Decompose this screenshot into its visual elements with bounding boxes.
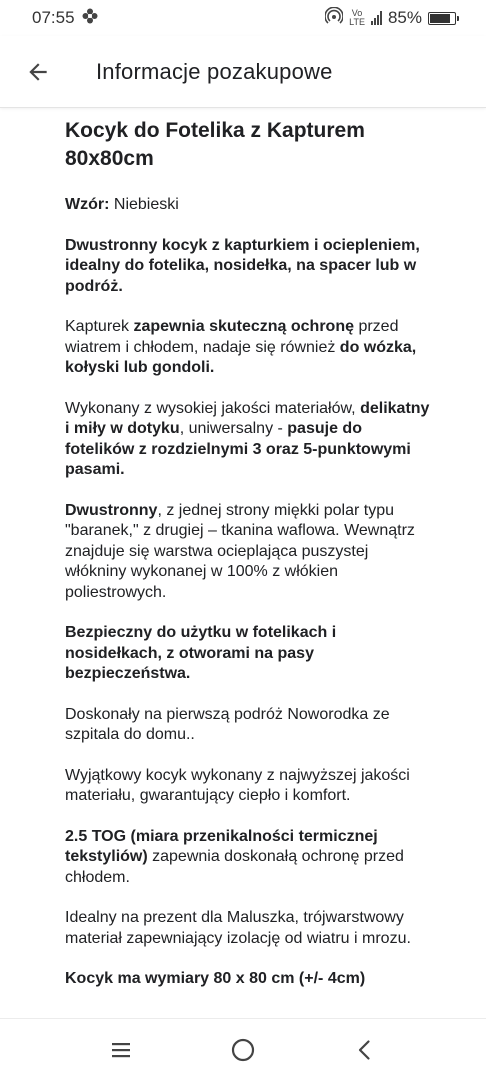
volte-top: Vo <box>351 8 363 18</box>
desc-p8-b: zapewnia doskonałą ochronę przed chłodem. <box>65 848 404 886</box>
desc-p2-d: do wózka, kołyski lub gondoli. <box>65 338 417 376</box>
status-right <box>325 7 456 30</box>
desc-paragraph-9: Idealny na prezent dla Maluszka, trójwarstwowy materiał zapewniający izolację od wiatru i mrozu. <box>65 909 411 947</box>
status-bar <box>0 0 486 36</box>
desc-p2-a: Kapturek <box>65 318 134 335</box>
recent-apps-button[interactable] <box>97 1026 145 1074</box>
hotspot-icon <box>325 7 343 30</box>
desc-paragraph-8 <box>65 827 430 889</box>
battery-icon <box>428 12 456 25</box>
desc-p8-a: 2.5 TOG (miara przenikalności termicznej tekstyliów) <box>65 827 378 865</box>
pattern-value: Niebieski <box>109 196 179 213</box>
status-time: 07:55 <box>32 8 75 27</box>
signal-icon <box>371 11 382 25</box>
desc-p3-a: Wykonany z wysokiej jakości materiałów, <box>65 399 361 417</box>
chevron-left-icon <box>353 1038 377 1062</box>
volte-bottom: LTE <box>349 17 365 27</box>
back-button[interactable] <box>10 44 66 100</box>
status-left <box>32 7 99 30</box>
battery-fill <box>430 14 450 23</box>
home-circle-icon <box>230 1037 256 1063</box>
desc-p4-a: Dwustronny <box>65 501 158 519</box>
app-bar <box>0 36 486 108</box>
product-description[interactable] <box>0 109 486 1018</box>
desc-paragraph-7: Wyjątkowy kocyk wykonany z najwyższej jakości materiału, gwarantujący ciepło i komfort. <box>65 766 410 804</box>
pattern-label: Wzór: <box>65 196 110 213</box>
desc-p5: Bezpieczny do użytku w fotelikach i nosidełkach, z otworami na pasy bezpieczeństwa. <box>65 624 337 682</box>
home-button[interactable] <box>219 1026 267 1074</box>
volte-indicator <box>349 9 365 27</box>
desc-paragraph-1 <box>65 236 430 298</box>
desc-p4-b: , z jednej strony miękki polar typu "baranek," z drugiej – tkanina waflowa. Wewnątrz znajduje się warstwa ocieplająca puszystej włókniny wykonanej w 100% z włókien poliestrowych. <box>65 501 415 601</box>
desc-paragraph-5 <box>65 623 430 685</box>
desc-p3-c: , uniwersalny - <box>179 420 288 437</box>
desc-paragraph-3 <box>65 399 430 481</box>
battery-text: 85% <box>387 8 422 27</box>
desc-p3-b: delikatny i miły w dotyku <box>65 399 430 437</box>
desc-p3-d: pasuje do fotelików z rozdzielnymi 3 oraz 5-punktowymi pasami. <box>65 420 411 478</box>
desc-paragraph-6: Doskonały na pierwszą podróż Noworodka ze szpitala do domu.. <box>65 705 390 743</box>
pattern-line <box>65 195 430 216</box>
flower-notification-icon <box>81 7 99 30</box>
arrow-back-icon <box>25 59 51 85</box>
desc-paragraph-10 <box>65 969 430 990</box>
product-title: Kocyk do Fotelika z Kapturem 80x80cm <box>65 119 365 170</box>
page-title: Informacje pozakupowe <box>96 58 333 84</box>
desc-paragraph-2 <box>65 317 430 379</box>
desc-p2-b: zapewnia skuteczną ochronę <box>133 318 354 335</box>
system-nav-bar <box>0 1018 486 1080</box>
desc-paragraph-4 <box>65 501 430 604</box>
desc-p1-bold: Dwustronny kocyk z kapturkiem i ociepleniem, idealny do fotelika, nosidełka, na spacer lub w podróż. <box>65 236 420 295</box>
desc-p10: Kocyk ma wymiary 80 x 80 cm (+/- 4cm) <box>65 970 366 987</box>
desc-p2-c: przed wiatrem i chłodem, nadaje się również <box>65 318 399 356</box>
menu-icon <box>109 1038 133 1062</box>
nav-back-button[interactable] <box>341 1026 389 1074</box>
